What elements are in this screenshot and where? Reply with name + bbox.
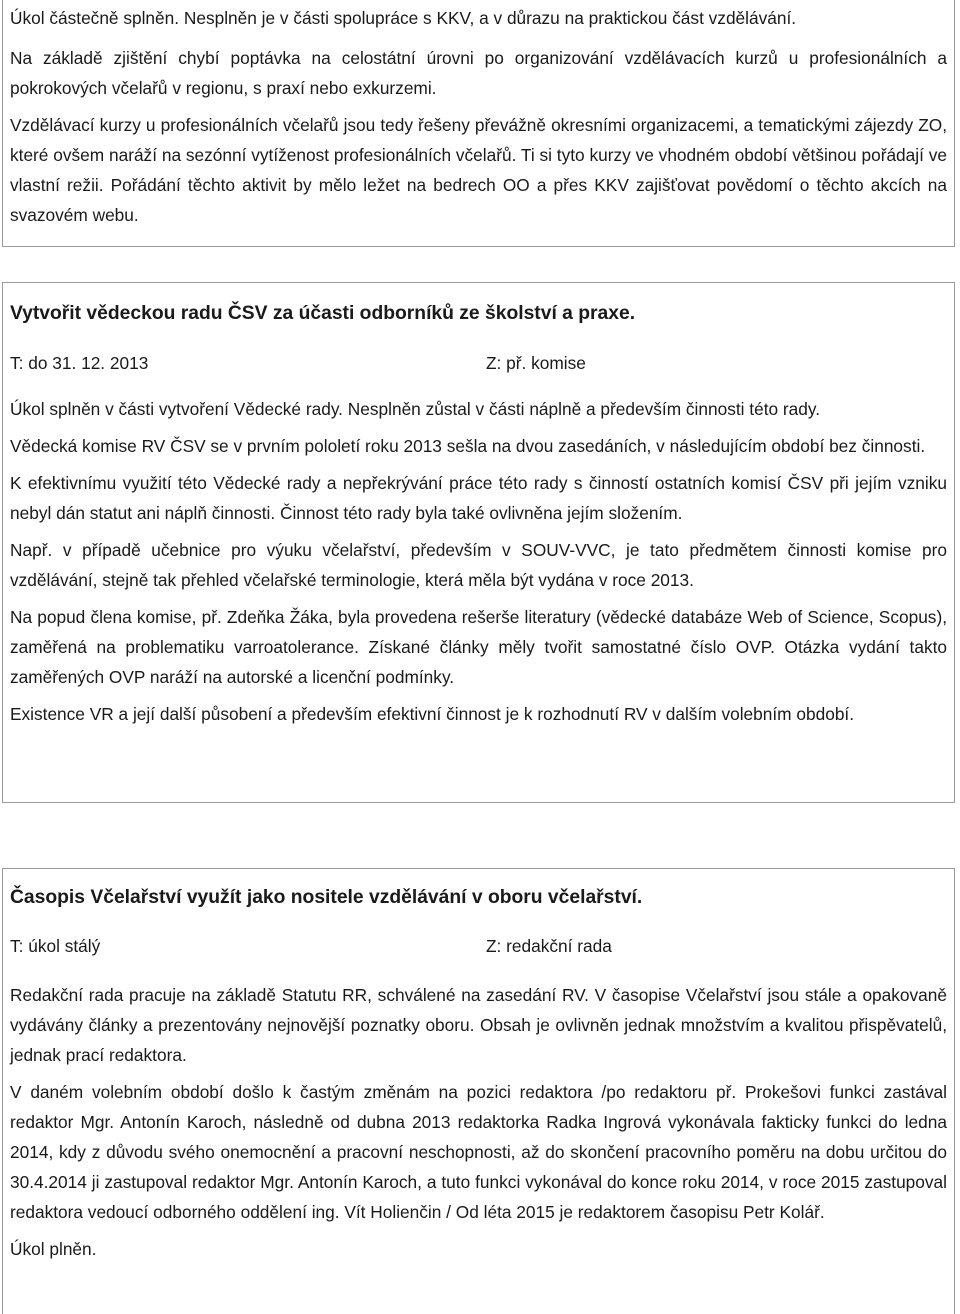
body-paragraph: V daném volebním období došlo k častým změnám na pozici redaktora /po redaktoru př. Prokešovi funkci zastával redaktor Mgr. Antonín Karoch, následně od dubna 2013 redaktorka Radka Ingrová vykonávala fakticky funkci do ledna 2014, kdy z důvodu svého onemocnění a pracovní neschopnosti, až do skončení pracovního poměru na dobu určitou do 30.4.2014 ji zastupoval redaktor Mgr. Antonín Karoch, a tuto funkci vykonával do konce roku 2014, v roce 2015 zastupoval redaktora vedoucí odborného oddělení ing. Vít Holienčin / Od léta 2015 je redaktorem časopisu Petr Kolář.	[10, 1082, 947, 1222]
task-meta-row	[10, 931, 947, 961]
task-meta-row	[10, 348, 947, 378]
body-paragraph: Vzdělávací kurzy u profesionálních včelařů jsou tedy řešeny převážně okresními organizacemi, a tematickými zájezdy ZO, které ovšem naráží na sezónní vytíženost profesionálních včelařů. Ti si tyto kurzy ve vhodném období většinou pořádají ve vlastní režii. Pořádání těchto aktivit by mělo ležet na bedrech OO a přes KKV zajišťovat povědomí o těchto akcích na svazovém webu.	[10, 115, 947, 225]
section-body	[10, 980, 947, 1271]
section-body	[10, 394, 947, 736]
task-term: T: úkol stálý	[10, 936, 101, 956]
section-casopis-vcelarstvi	[2, 868, 955, 1314]
body-paragraph: Např. v případě učebnice pro výuku včelařství, především v SOUV-VVC, je tato předmětem činnosti komise pro vzdělávání, stejně tak přehled včelařské terminologie, která měla být vydána v roce 2013.	[10, 540, 947, 590]
body-paragraph: Redakční rada pracuje na základě Statutu RR, schválené na zasedání RV. V časopise Včelařství jsou stále a opakovaně vydávány články a prezentovány nejnovější poznatky oboru. Obsah je ovlivněn jednak množstvím a kvalitou přispěvatelů, jednak prací redaktora.	[10, 985, 947, 1065]
body-paragraph: Úkol splněn v části vytvoření Vědecké rady. Nesplněn zůstal v části náplně a především činnosti této rady.	[10, 399, 821, 419]
body-paragraph: K efektivnímu využití této Vědecké rady a nepřekrývání práce této rady s činností ostatních komisí ČSV při jejím vzniku nebyl dán statut ani náplň činnosti. Činnost této rady byla také ovlivněna jejím složením.	[10, 473, 947, 523]
section-heading: Vytvořit vědeckou radu ČSV za účasti odborníků ze školství a praxe.	[10, 303, 636, 324]
body-paragraph: Vědecká komise RV ČSV se v prvním pololetí roku 2013 sešla na dvou zasedáních, v následujícím období bez činnosti.	[10, 436, 926, 456]
body-paragraph: Na základě zjištění chybí poptávka na celostátní úrovni po organizování vzdělávacích kurzů u profesionálních a pokrokových včelařů v regionu, s praxí nebo exkurzemi.	[10, 48, 947, 98]
body-paragraph: Existence VR a její další působení a především efektivní činnost je k rozhodnutí RV v dalším volebním období.	[10, 704, 855, 724]
task-responsible: Z: redakční rada	[486, 936, 612, 956]
section-vzdelavani-kurzy	[2, 0, 955, 247]
section-heading: Časopis Včelařství využít jako nositele vzdělávání v oboru včelařství.	[10, 887, 643, 908]
status-paragraph: Úkol plněn.	[10, 1239, 97, 1259]
task-responsible: Z: př. komise	[486, 353, 586, 373]
task-term: T: do 31. 12. 2013	[10, 353, 149, 373]
body-paragraph: Na popud člena komise, př. Zdeňka Žáka, byla provedena rešerše literatury (vědecké databáze Web of Science, Scopus), zaměřená na problematiku varroatolerance. Získané články měly tvořit samostatné číslo OVP. Otázka vydání takto zaměřených OVP naráží na autorské a licenční podmínky.	[10, 607, 947, 687]
status-paragraph: Úkol částečně splněn. Nesplněn je v části spolupráce s KKV, a v důrazu na praktickou část vzdělávání.	[10, 8, 797, 28]
section-vedecka-rada	[2, 282, 955, 803]
